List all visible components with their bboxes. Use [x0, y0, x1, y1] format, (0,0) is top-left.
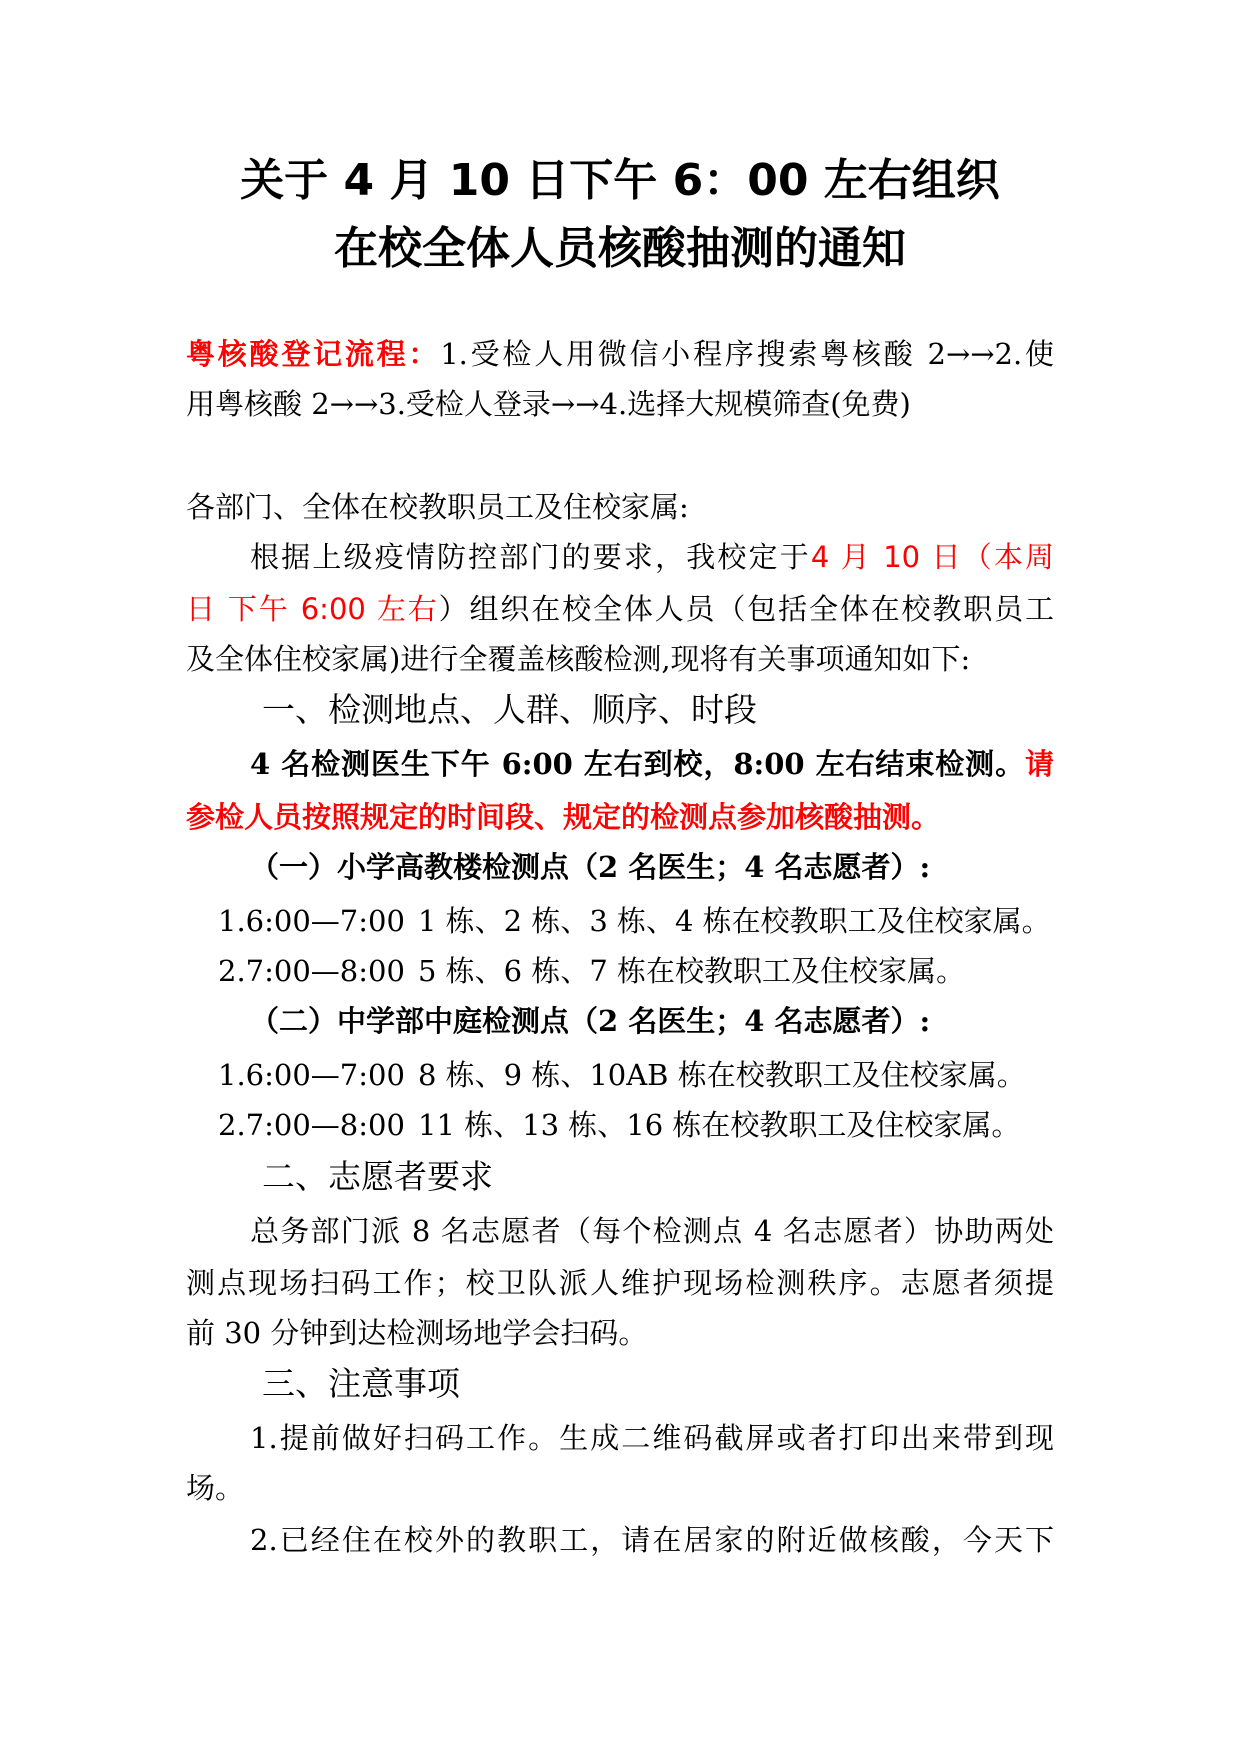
site-2-item-2 — [218, 1105, 1020, 1145]
title-line-1: 关于 4 月 10 日下午 6：00 左右组织 — [240, 155, 1000, 206]
site-2-heading: （二）中学部中庭检测点（2 名医生；4 名志愿者）: — [250, 1004, 931, 1038]
attendance-notice-b: 参检人员按照规定的时间段、规定的检测点参加核酸抽测。 — [186, 800, 941, 834]
section-3-item-1-line-2: 场。 — [186, 1471, 245, 1505]
salutation: 各部门、全体在校教职员工及住校家属: — [186, 490, 689, 524]
section-2-heading: 二、志愿者要求 — [262, 1157, 493, 1196]
time-slot: 1.6:00—7:00 — [218, 904, 405, 938]
site-1-item-1 — [218, 901, 1051, 941]
section-2-line-1: 总务部门派 8 名志愿者（每个检测点 4 名志愿者）协助两处 — [250, 1214, 1054, 1248]
title-line-2: 在校全体人员核酸抽测的通知 — [334, 223, 906, 274]
intro-date-1: 4 月 10 日（本周 — [810, 540, 1054, 574]
section-1-heading: 一、检测地点、人群、顺序、时段 — [262, 690, 757, 729]
doctor-schedule: 4 名检测医生下午 6:00 左右到校，8:00 左右结束检测。 — [250, 747, 1025, 781]
site-2-item-1 — [218, 1055, 1026, 1095]
building-list: 11 栋、13 栋、16 栋在校教职工及住校家属。 — [418, 1108, 1021, 1142]
intro-line-1 — [250, 537, 1054, 577]
intro-line-2 — [186, 589, 1054, 629]
intro-text-1: 根据上级疫情防控部门的要求，我校定于 — [250, 540, 811, 574]
attendance-notice-a: 请 — [1024, 747, 1054, 781]
section-2-line-3: 前 30 分钟到达检测场地学会扫码。 — [186, 1316, 648, 1350]
section-1-para-line-1 — [250, 744, 1054, 784]
time-slot: 1.6:00—7:00 — [218, 1058, 405, 1092]
time-slot: 2.7:00—8:00 — [218, 954, 405, 988]
section-2-line-2: 测点现场扫码工作；校卫队派人维护现场检测秩序。志愿者须提 — [186, 1266, 1054, 1300]
registration-label: 粤核酸登记流程： — [186, 337, 441, 371]
intro-line-3: 及全体住校家属)进行全覆盖核酸检测,现将有关事项通知如下: — [186, 642, 971, 676]
registration-text-1: 1.受检人用微信小程序搜索粤核酸 2→→2.使 — [440, 337, 1054, 371]
section-3-heading: 三、注意事项 — [262, 1364, 460, 1403]
site-1-heading: （一）小学高教楼检测点（2 名医生；4 名志愿者）: — [250, 850, 931, 884]
intro-date-2: 日 下午 6:00 左右 — [186, 592, 439, 626]
building-list: 5 栋、6 栋、7 栋在校教职工及住校家属。 — [418, 954, 966, 988]
building-list: 1 栋、2 栋、3 栋、4 栋在校教职工及住校家属。 — [418, 904, 1051, 938]
registration-line-2: 用粤核酸 2→→3.受检人登录→→4.选择大规模筛查(免费) — [186, 387, 911, 421]
section-3-item-2-line-1: 2.已经住在校外的教职工，请在居家的附近做核酸，今天下 — [250, 1523, 1054, 1557]
section-3-item-1-line-1: 1.提前做好扫码工作。生成二维码截屏或者打印出来带到现 — [250, 1421, 1054, 1455]
registration-line-1 — [186, 334, 1054, 374]
site-1-item-2 — [218, 951, 965, 991]
building-list: 8 栋、9 栋、10AB 栋在校教职工及住校家属。 — [418, 1058, 1026, 1092]
time-slot: 2.7:00—8:00 — [218, 1108, 405, 1142]
intro-text-2: ）组织在校全体人员（包括全体在校教职员工 — [438, 592, 1054, 626]
